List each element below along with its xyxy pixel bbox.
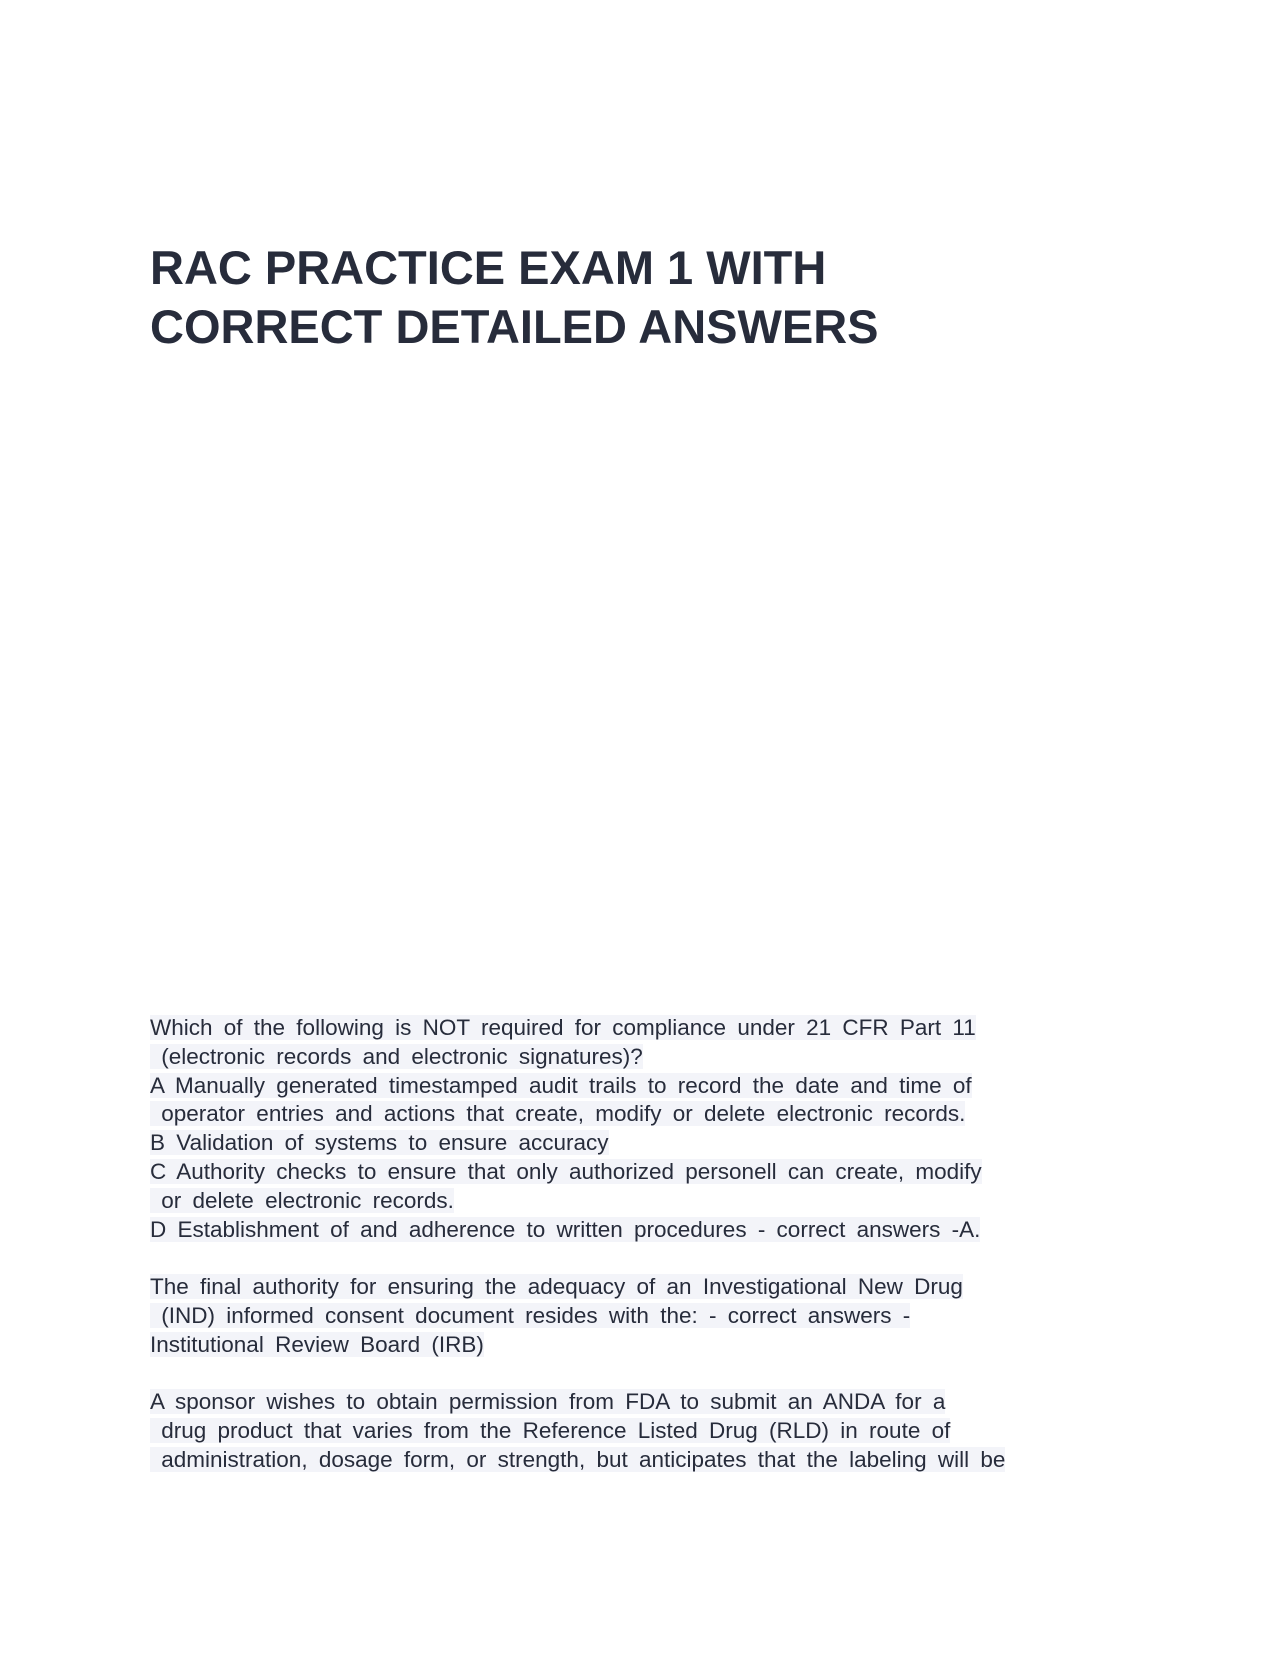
question-text: (IND) informed consent document resides with the: - correct answers - <box>150 1302 911 1328</box>
question-2 <box>150 1273 1130 1359</box>
text-line <box>150 1014 1130 1043</box>
option-a: A Manually generated timestamped audit trails to record the date and time of <box>150 1072 972 1098</box>
title-line: CORRECT DETAILED ANSWERS <box>150 300 879 353</box>
question-text: Which of the following is NOT required for compliance under 21 CFR Part 11 <box>150 1015 976 1040</box>
text-line <box>150 1129 1130 1158</box>
option-c: or delete electronic records. <box>150 1187 454 1213</box>
text-line <box>150 1216 1130 1245</box>
question-text: (electronic records and electronic signatures)? <box>150 1043 643 1069</box>
option-b: B Validation of systems to ensure accuracy <box>150 1130 609 1156</box>
document-body <box>150 1014 1130 1475</box>
text-line <box>150 1187 1130 1216</box>
text-line <box>150 1273 1130 1302</box>
text-line <box>150 1100 1130 1129</box>
option-a: operator entries and actions that create, modify or delete electronic records. <box>150 1101 966 1127</box>
question-text: administration, dosage form, or strength, but anticipates that the labeling will be <box>150 1446 1006 1472</box>
paragraph-gap <box>150 1244 1130 1273</box>
paragraph-gap <box>150 1360 1130 1389</box>
text-line <box>150 1417 1130 1446</box>
question-text: drug product that varies from the Reference Listed Drug (RLD) in route of <box>150 1418 951 1444</box>
answer-text: Institutional Review Board (IRB) <box>150 1331 484 1357</box>
text-line <box>150 1072 1130 1101</box>
question-text: The final authority for ensuring the adequacy of an Investigational New Drug <box>150 1274 963 1300</box>
text-line <box>150 1388 1130 1417</box>
document-title <box>150 238 879 356</box>
text-line <box>150 1043 1130 1072</box>
option-d-answer: D Establishment of and adherence to written procedures - correct answers -A. <box>150 1216 981 1242</box>
option-c: C Authority checks to ensure that only authorized personell can create, modify <box>150 1158 982 1184</box>
text-line <box>150 1331 1130 1360</box>
question-3 <box>150 1388 1130 1474</box>
title-line: RAC PRACTICE EXAM 1 WITH <box>150 241 827 294</box>
text-line <box>150 1302 1130 1331</box>
question-1 <box>150 1014 1130 1244</box>
question-text: A sponsor wishes to obtain permission from FDA to submit an ANDA for a <box>150 1389 946 1415</box>
text-line <box>150 1446 1130 1475</box>
text-line <box>150 1158 1130 1187</box>
